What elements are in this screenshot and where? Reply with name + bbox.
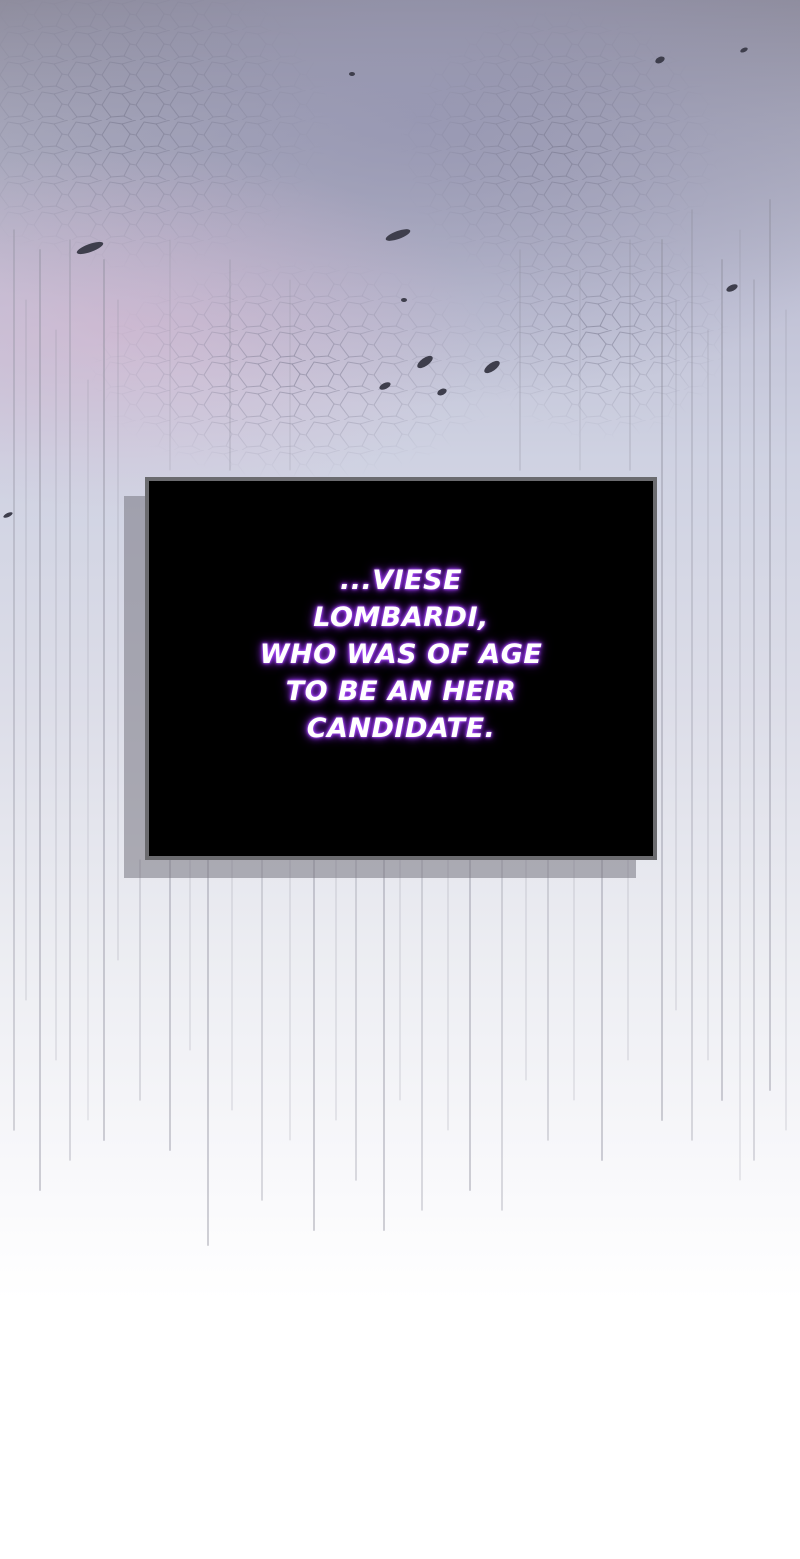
caption-line: TO BE AN HEIR	[285, 676, 517, 707]
caption-line: WHO WAS OF AGE	[259, 639, 543, 670]
narration-caption-box	[145, 477, 657, 860]
caption-line: CANDIDATE.	[306, 713, 496, 744]
caption-line: LOMBARDI,	[313, 602, 489, 633]
lace-pattern	[0, 0, 800, 520]
narration-text	[211, 562, 591, 747]
caption-line: ...VIESE	[339, 565, 463, 596]
